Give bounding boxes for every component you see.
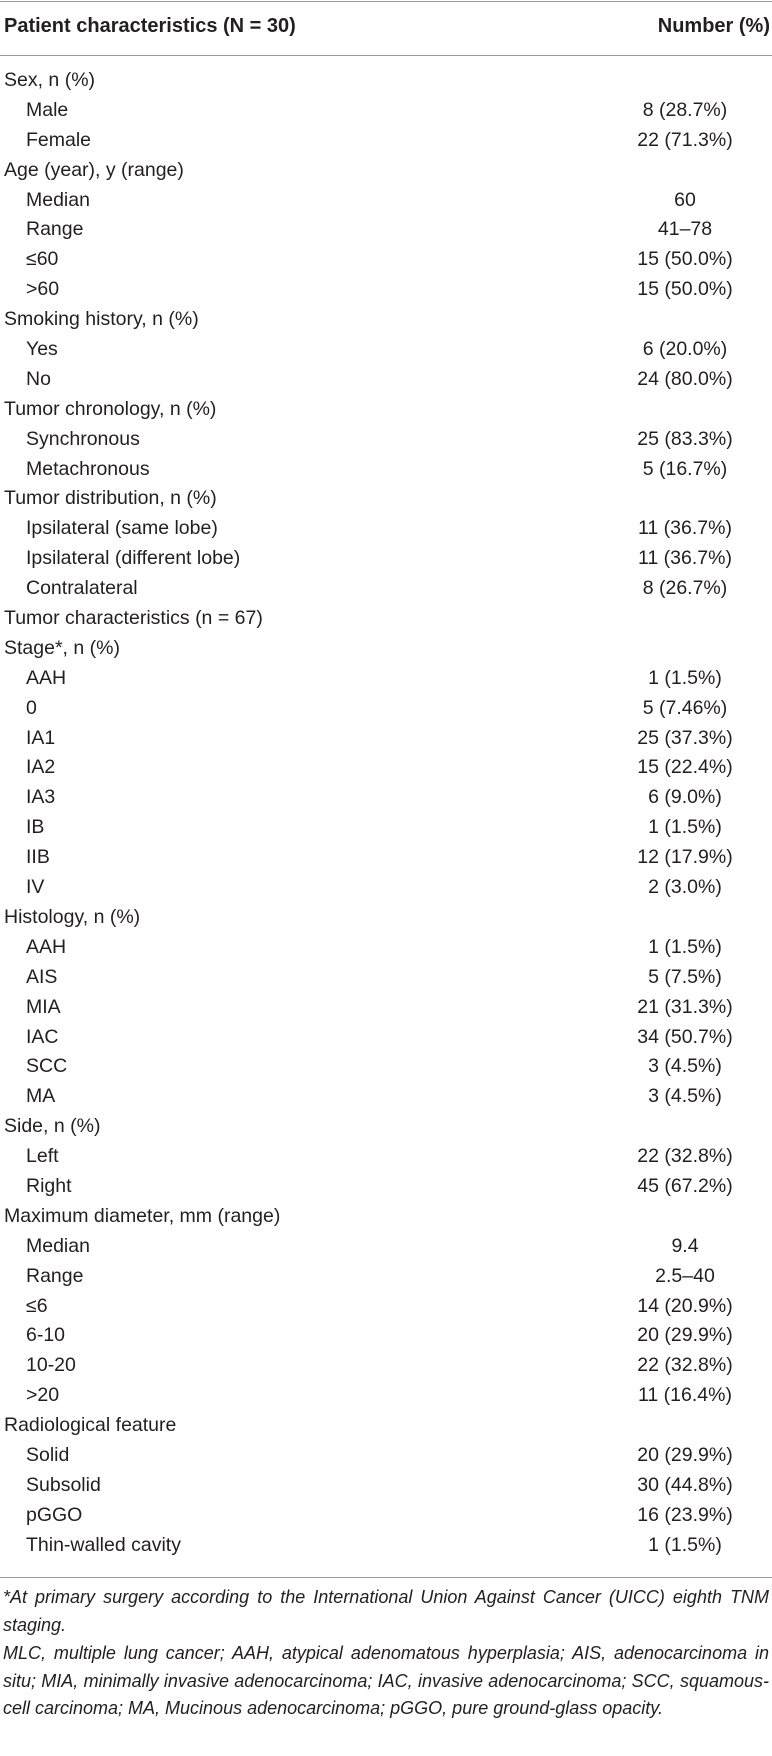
row-value: 16 (23.9%) (637, 1503, 733, 1526)
row-label: pGGO (26, 1503, 83, 1526)
table-row (0, 456, 772, 486)
table-section-row (0, 1412, 772, 1442)
row-label: ≤60 (26, 248, 59, 271)
row-label: Radiological feature (4, 1414, 177, 1437)
table-row (0, 814, 772, 844)
row-label: Median (26, 1234, 90, 1257)
row-label: Thin-walled cavity (26, 1533, 181, 1556)
row-value: 2 (3.0%) (648, 876, 722, 899)
table-row (0, 844, 772, 874)
row-value: 60 (674, 188, 696, 211)
row-value: 8 (26.7%) (642, 577, 728, 600)
table-row (0, 276, 772, 306)
row-label: Yes (26, 338, 58, 361)
row-label: AIS (26, 965, 58, 988)
row-value: 3 (4.5%) (648, 1055, 722, 1078)
row-value: 24 (80.0%) (637, 367, 733, 390)
table-section-row (0, 1203, 772, 1233)
row-value: 11 (36.7%) (638, 517, 732, 540)
table-section-row (0, 635, 772, 665)
row-value: 3 (4.5%) (648, 1085, 722, 1108)
row-value: 12 (17.9%) (637, 846, 733, 869)
table-row (0, 1532, 772, 1562)
table-row (0, 426, 772, 456)
table-row (0, 1143, 772, 1173)
table-section-row (0, 157, 772, 187)
row-label: Female (26, 128, 92, 151)
row-label: IA3 (26, 786, 56, 809)
table-row (0, 1083, 772, 1113)
table-row (0, 994, 772, 1024)
row-label: IB (26, 816, 45, 839)
table-row (0, 1024, 772, 1054)
table-row (0, 1502, 772, 1532)
table-row (0, 1442, 772, 1472)
row-value: 5 (16.7%) (642, 457, 728, 480)
row-value: 20 (29.9%) (637, 1443, 733, 1466)
table-row (0, 575, 772, 605)
row-label: Tumor characteristics (n = 67) (4, 607, 263, 630)
row-label: SCC (26, 1055, 68, 1078)
table-row (0, 1472, 772, 1502)
row-label: IA1 (26, 726, 56, 749)
row-label: Sex, n (%) (4, 69, 96, 91)
table-section-row (0, 67, 772, 97)
row-value: 22 (32.8%) (637, 1354, 733, 1377)
row-value: 21 (31.3%) (637, 995, 733, 1018)
table-section-row (0, 485, 772, 515)
row-value: 25 (37.3%) (637, 726, 733, 749)
row-label: Age (year), y (range) (4, 158, 184, 181)
table-section-row (0, 306, 772, 336)
row-value: 15 (50.0%) (637, 248, 733, 271)
header-characteristics: Patient characteristics (N = 30) (4, 15, 296, 37)
row-value: 6 (20.0%) (642, 338, 728, 361)
row-label: Metachronous (26, 457, 150, 480)
table-row (0, 515, 772, 545)
row-label: Stage*, n (%) (4, 636, 120, 659)
row-label: Synchronous (26, 427, 140, 450)
row-label: Ipsilateral (same lobe) (26, 517, 218, 540)
table-row (0, 784, 772, 814)
row-value: 14 (20.9%) (637, 1294, 733, 1317)
table-section-row (0, 1113, 772, 1143)
table-row (0, 1352, 772, 1382)
table-row (0, 665, 772, 695)
row-label: 6-10 (26, 1324, 66, 1347)
table-body (0, 67, 772, 1562)
row-value: 22 (71.3%) (637, 128, 733, 151)
row-label: Male (26, 98, 69, 121)
table-row (0, 97, 772, 127)
row-label: Side, n (%) (4, 1115, 101, 1138)
footnote-stage: *At primary surgery according to the International Union Against Cancer (UICC) eighth TNM staging. (3, 1587, 769, 1635)
table-row (0, 1322, 772, 1352)
table-row (0, 964, 772, 994)
row-label: Ipsilateral (different lobe) (26, 547, 241, 570)
table-row (0, 1233, 772, 1263)
row-label: Maximum diameter, mm (range) (4, 1204, 281, 1227)
row-value: 20 (29.9%) (637, 1324, 733, 1347)
table-row (0, 934, 772, 964)
row-label: >60 (26, 278, 60, 301)
row-label: Range (26, 218, 84, 241)
row-value: 1 (1.5%) (648, 1533, 722, 1556)
row-label: MIA (26, 995, 61, 1018)
table-row (0, 1382, 772, 1412)
row-value: 41–78 (657, 218, 713, 241)
row-value: 5 (7.46%) (642, 696, 728, 719)
row-label: Histology, n (%) (4, 905, 141, 928)
table-row (0, 1263, 772, 1293)
row-value: 30 (44.8%) (637, 1473, 733, 1496)
row-label: Contralateral (26, 577, 138, 600)
table-section-row (0, 605, 772, 635)
table-row (0, 127, 772, 157)
row-label: IIB (26, 846, 50, 869)
table-header (0, 2, 772, 56)
row-value: 1 (1.5%) (648, 935, 722, 958)
row-value: 22 (32.8%) (637, 1145, 733, 1168)
row-label: Tumor chronology, n (%) (4, 397, 217, 420)
row-label: Tumor distribution, n (%) (4, 487, 217, 510)
row-value: 25 (83.3%) (637, 427, 733, 450)
row-label: Left (26, 1145, 59, 1168)
row-value: 1 (1.5%) (648, 666, 722, 689)
row-value: 11 (16.4%) (638, 1384, 732, 1407)
table-row (0, 1053, 772, 1083)
row-label: Median (26, 188, 90, 211)
table-row (0, 695, 772, 725)
row-label: 0 (26, 696, 37, 719)
row-value: 1 (1.5%) (648, 816, 722, 839)
table-row (0, 366, 772, 396)
table-row (0, 1173, 772, 1203)
table-row (0, 187, 772, 217)
row-label: No (26, 367, 51, 390)
header-number: Number (%) (657, 15, 770, 37)
table-row (0, 725, 772, 755)
row-label: Subsolid (26, 1473, 101, 1496)
row-value: 11 (36.7%) (638, 547, 732, 570)
row-value: 15 (50.0%) (637, 278, 733, 301)
table-footnotes (3, 1584, 769, 1724)
footnote-abbreviations: MLC, multiple lung cancer; AAH, atypical adenomatous hyperplasia; AIS, adenocarcinoma in situ; MIA, minimally invasive adenocarcinoma; IAC, invasive adenocarcinoma; SCC, squamous-cell carcinoma; MA, Mucinous adenocarcinoma; pGGO, pure ground-glass opacity. (3, 1643, 769, 1718)
table-row (0, 336, 772, 366)
row-label: >20 (26, 1384, 60, 1407)
row-label: MA (26, 1085, 56, 1108)
row-value: 2.5–40 (655, 1264, 715, 1287)
row-label: Right (26, 1174, 72, 1197)
table-section-row (0, 904, 772, 934)
table-row (0, 545, 772, 575)
table-section-row (0, 396, 772, 426)
row-value: 9.4 (671, 1234, 699, 1257)
table-row (0, 1293, 772, 1323)
row-label: AAH (26, 666, 67, 689)
row-label: Solid (26, 1443, 70, 1466)
row-label: ≤6 (26, 1294, 48, 1317)
row-label: Range (26, 1264, 84, 1287)
row-label: IA2 (26, 756, 56, 779)
row-value: 15 (22.4%) (637, 756, 733, 779)
row-label: 10-20 (26, 1354, 76, 1377)
table-row (0, 754, 772, 784)
row-value: 34 (50.7%) (637, 1025, 733, 1048)
table-row (0, 874, 772, 904)
row-value: 8 (28.7%) (642, 98, 728, 121)
table-bottom-rule (0, 1577, 772, 1578)
table-row (0, 216, 772, 246)
row-label: IV (26, 876, 45, 899)
row-label: Smoking history, n (%) (4, 308, 199, 331)
row-label: AAH (26, 935, 67, 958)
table-row (0, 246, 772, 276)
row-value: 5 (7.5%) (648, 965, 722, 988)
row-label: IAC (26, 1025, 59, 1048)
row-value: 6 (9.0%) (648, 786, 722, 809)
row-value: 45 (67.2%) (637, 1174, 733, 1197)
